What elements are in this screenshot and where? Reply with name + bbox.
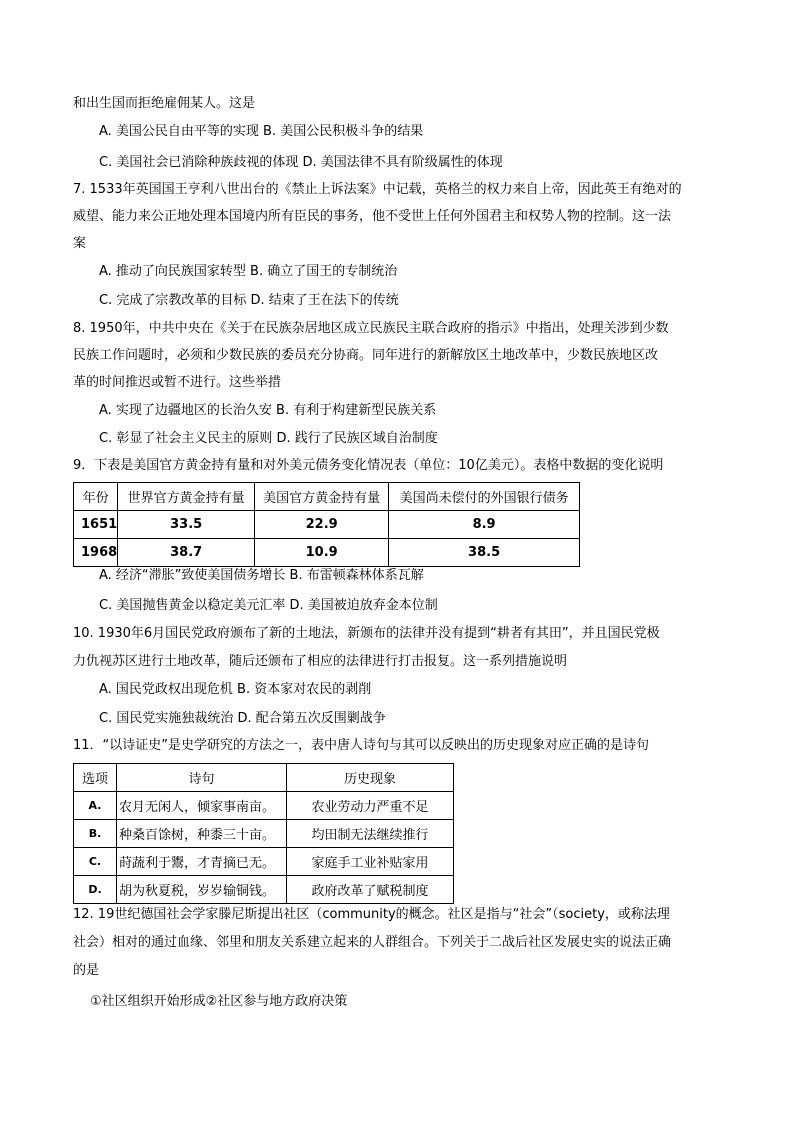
table-header-cell: 美国尚未偿付的外国银行债务 bbox=[389, 483, 580, 511]
question-9-text: 9．下表是美国官方黄金持有量和对外美元债务变化情况表（单位：10亿美元）。表格中数据的变化说明 bbox=[73, 458, 664, 473]
question-10-text: 10. 1930年6月国民党政府颁布了新的土地法，新颁布的法律并没有提到“耕者有其田”，并且国民党极 bbox=[73, 626, 660, 641]
table-header-cell: 世界官方黄金持有量 bbox=[118, 483, 255, 511]
question-11-text: 11．“以诗证史”是史学研究的方法之一，表中唐人诗句与其可以反映出的历史现象对应正确的是诗句 bbox=[73, 738, 650, 753]
table-cell: 种桑百馀树，种黍三十亩。 bbox=[117, 820, 287, 848]
option-line: C. 完成了宗教改革的目标 D. 结束了王在法下的传统 bbox=[99, 293, 399, 308]
question-8-text: 民族工作问题时，必须和少数民族的委员充分协商。同年进行的新解放区土地改革中，少数民族地区改 bbox=[73, 348, 659, 363]
table-header-cell: 诗句 bbox=[117, 764, 287, 792]
option-line: A. 国民党政权出现危机 B. 资本家对农民的剥削 bbox=[99, 682, 372, 697]
table-cell: 1651 bbox=[74, 511, 118, 539]
table-cell: B. bbox=[74, 820, 117, 848]
question-12-text: 12. 19世纪德国社会学家滕尼斯提出社区（community的概念。社区是指与“社会”（society，或称法理 bbox=[73, 907, 670, 922]
table-header-row bbox=[74, 764, 454, 792]
table-cell: D. bbox=[74, 876, 117, 904]
table-cell: 33.5 bbox=[118, 511, 255, 539]
table-cell: 1968 bbox=[74, 539, 118, 567]
table-cell: 8.9 bbox=[389, 511, 580, 539]
option-line: A. 经济“滞胀”致使美国债务增长 B. 布雷顿森林体系瓦解 bbox=[99, 568, 424, 583]
table-cell: 莳蔬利于鬻，才青摘已无。 bbox=[117, 848, 287, 876]
table-header-cell: 年份 bbox=[74, 483, 118, 511]
option-line: C. 美国社会已消除种族歧视的体现 D. 美国法律不具有阶级属性的体现 bbox=[99, 155, 503, 170]
text-line: 和出生国而拒绝雇佣某人。这是 bbox=[73, 96, 256, 111]
question-7-text: 7. 1533年英国国王亨利八世出台的《禁止上诉法案》中记载，英格兰的权力来自上帝，因此英王有绝对的 bbox=[73, 182, 682, 197]
table-row bbox=[74, 848, 454, 876]
table-cell: 22.9 bbox=[255, 511, 389, 539]
table-cell: 均田制无法继续推行 bbox=[287, 820, 454, 848]
option-line: C. 国民党实施独裁统治 D. 配合第五次反围剿战争 bbox=[99, 711, 386, 726]
question-10-text: 力仇视苏区进行土地改革，随后还颁布了相应的法律进行打击报复。这一系列措施说明 bbox=[73, 654, 568, 669]
table-cell: 农月无闲人，倾家事南亩。 bbox=[117, 792, 287, 820]
table-row bbox=[74, 792, 454, 820]
question-12-text: 社会）相对的通过血缘、邻里和朋友关系建立起来的人群组合。下列关于二战后社区发展史实的说法正确 bbox=[73, 935, 672, 950]
table-header-cell: 历史现象 bbox=[287, 764, 454, 792]
table-cell: 38.5 bbox=[389, 539, 580, 567]
table-row bbox=[74, 820, 454, 848]
table-cell: 胡为秋夏税，岁岁输铜钱。 bbox=[117, 876, 287, 904]
question-7-text: 案 bbox=[73, 236, 87, 251]
option-line: C. 美国抛售黄金以稳定美元汇率 D. 美国被迫放弃金本位制 bbox=[99, 598, 438, 613]
option-line: A. 推动了向民族国家转型 B. 确立了国王的专制统治 bbox=[99, 264, 398, 279]
option-line: C. 彰显了社会主义民主的原则 D. 践行了民族区域自治制度 bbox=[99, 431, 438, 446]
statement-line: ①社区组织开始形成②社区参与地方政府决策 bbox=[90, 994, 348, 1009]
question-12-text: 的是 bbox=[73, 963, 100, 978]
table-header-cell: 美国官方黄金持有量 bbox=[255, 483, 389, 511]
table-cell: 农业劳动力严重不足 bbox=[287, 792, 454, 820]
table-cell: 38.7 bbox=[118, 539, 255, 567]
table-header-row bbox=[74, 483, 580, 511]
table-cell: 家庭手工业补贴家用 bbox=[287, 848, 454, 876]
option-line: A. 实现了边疆地区的长治久安 B. 有利于构建新型民族关系 bbox=[99, 403, 437, 418]
gold-holdings-table bbox=[73, 482, 580, 567]
table-cell: C. bbox=[74, 848, 117, 876]
question-7-text: 威望、能力来公正地处理本国境内所有臣民的事务，他不受世上任何外国君主和权势人物的控制。这一法 bbox=[73, 209, 672, 224]
table-cell: A. bbox=[74, 792, 117, 820]
poetry-history-table bbox=[73, 763, 454, 904]
table-row bbox=[74, 539, 580, 567]
question-8-text: 8. 1950年，中共中央在《关于在民族杂居地区成立民族民主联合政府的指示》中指出，处理关涉到少数 bbox=[73, 321, 669, 336]
option-line: A. 美国公民自由平等的实现 B. 美国公民积极斗争的结果 bbox=[99, 124, 424, 139]
table-cell: 10.9 bbox=[255, 539, 389, 567]
question-8-text: 革的时间推迟或暂不进行。这些举措 bbox=[73, 375, 282, 390]
table-row bbox=[74, 876, 454, 904]
table-row bbox=[74, 511, 580, 539]
table-header-cell: 选项 bbox=[74, 764, 117, 792]
table-cell: 政府改革了赋税制度 bbox=[287, 876, 454, 904]
